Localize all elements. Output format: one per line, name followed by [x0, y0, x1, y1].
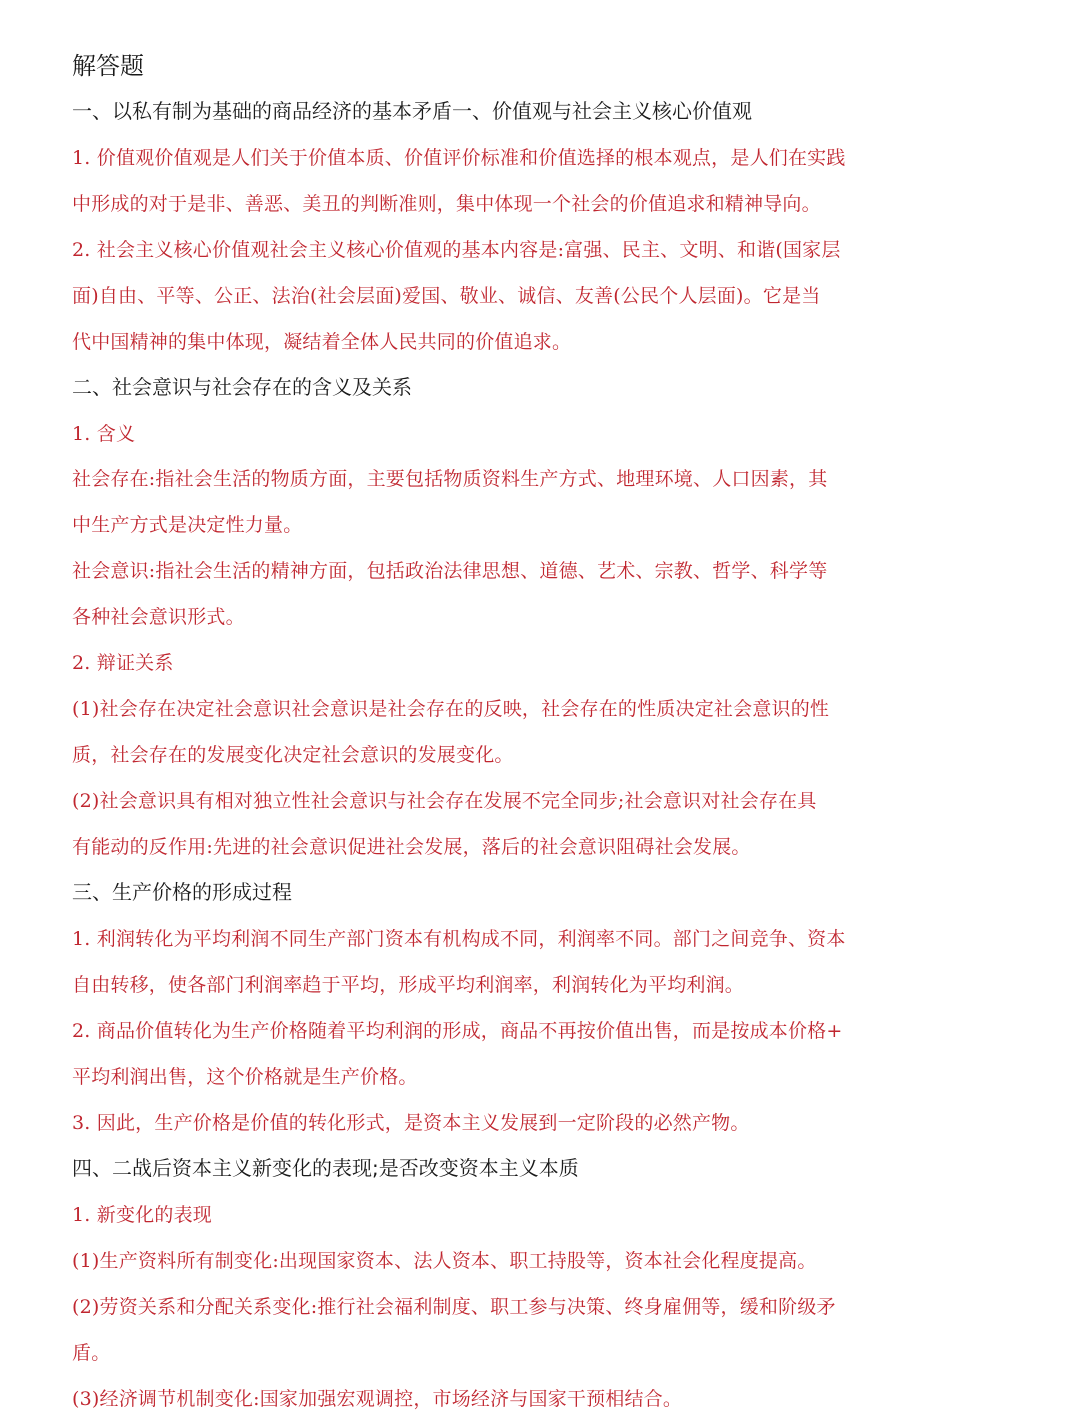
- subheading-line: 2. 辩证关系: [72, 652, 174, 674]
- paragraph-line: 质，社会存在的发展变化决定社会意识的发展变化。: [72, 744, 514, 766]
- paragraph-line: (2)劳资关系和分配关系变化:推行社会福利制度、职工参与决策、终身雇佣等，缓和阶级矛: [72, 1296, 836, 1318]
- paragraph-line: 面)自由、平等、公正、法治(社会层面)爱国、敬业、诚信、友善(公民个人层面)。它是当: [72, 285, 821, 307]
- subheading-line: 1. 含义: [72, 423, 136, 445]
- paragraph-line: 2. 社会主义核心价值观社会主义核心价值观的基本内容是:富强、民主、文明、和谐(国家层: [72, 239, 841, 261]
- subheading-line: 1. 新变化的表现: [72, 1204, 212, 1226]
- paragraph-line: 2. 商品价值转化为生产价格随着平均利润的形成，商品不再按价值出售，而是按成本价格+: [72, 1020, 843, 1042]
- paragraph-line: 有能动的反作用:先进的社会意识促进社会发展，落后的社会意识阻碍社会发展。: [72, 836, 751, 858]
- paragraph-line: 盾。: [72, 1342, 111, 1364]
- paragraph-line: (1)社会存在决定社会意识社会意识是社会存在的反映，社会存在的性质决定社会意识的性: [72, 698, 830, 720]
- paragraph-line: (2)社会意识具有相对独立性社会意识与社会存在发展不完全同步;社会意识对社会存在具: [72, 790, 817, 812]
- paragraph-line: 中形成的对于是非、善恶、美丑的判断准则，集中体现一个社会的价值追求和精神导向。: [72, 193, 821, 215]
- paragraph-line: 社会存在:指社会生活的物质方面，主要包括物质资料生产方式、地理环境、人口因素，其: [72, 468, 828, 490]
- page-title: 解答题: [72, 52, 144, 80]
- paragraph-line: 1. 价值观价值观是人们关于价值本质、价值评价标准和价值选择的根本观点，是人们在实践: [72, 147, 846, 169]
- section-heading-1: 一、以私有制为基础的商品经济的基本矛盾一、价值观与社会主义核心价值观: [72, 99, 752, 123]
- paragraph-line: 代中国精神的集中体现，凝结着全体人民共同的价值追求。: [72, 331, 572, 353]
- paragraph-line: (3)经济调节机制变化:国家加强宏观调控，市场经济与国家干预相结合。: [72, 1388, 683, 1410]
- paragraph-line: 社会意识:指社会生活的精神方面，包括政治法律思想、道德、艺术、宗教、哲学、科学等: [72, 560, 828, 582]
- paragraph-line: 自由转移，使各部门利润率趋于平均，形成平均利润率，利润转化为平均利润。: [72, 974, 745, 996]
- section-heading-4: 四、二战后资本主义新变化的表现;是否改变资本主义本质: [72, 1156, 579, 1180]
- paragraph-line: 1. 利润转化为平均利润不同生产部门资本有机构成不同，利润率不同。部门之间竞争、资本: [72, 928, 846, 950]
- section-heading-2: 二、社会意识与社会存在的含义及关系: [72, 375, 412, 399]
- paragraph-line: 3. 因此，生产价格是价值的转化形式，是资本主义发展到一定阶段的必然产物。: [72, 1112, 750, 1134]
- paragraph-line: 中生产方式是决定性力量。: [72, 514, 303, 536]
- section-heading-3: 三、生产价格的形成过程: [72, 880, 292, 904]
- paragraph-line: 平均利润出售，这个价格就是生产价格。: [72, 1066, 418, 1088]
- paragraph-line: 各种社会意识形式。: [72, 606, 245, 628]
- paragraph-line: (1)生产资料所有制变化:出现国家资本、法人资本、职工持股等，资本社会化程度提高。: [72, 1250, 817, 1272]
